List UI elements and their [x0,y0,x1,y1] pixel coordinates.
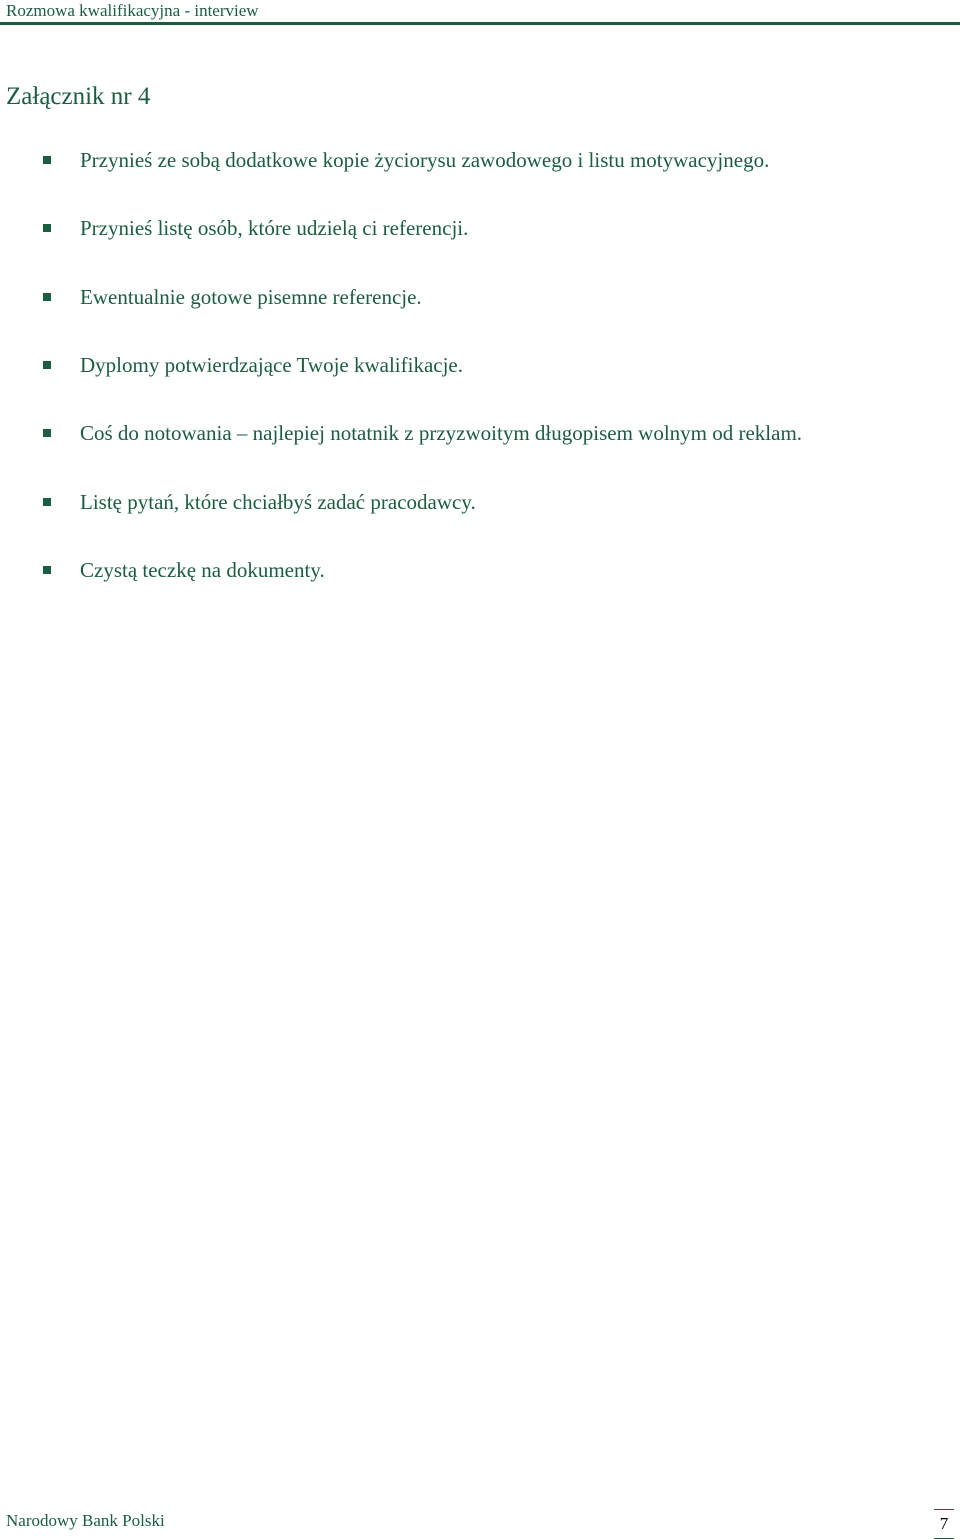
list-item [0,147,960,175]
list-item [0,215,960,243]
list-item-text: Coś do notowania – najlepiej notatnik z przyzwoitym długopisem wolnym od reklam. [80,421,803,445]
footer-brand: Narodowy Bank Polski [6,1511,165,1530]
square-bullet-icon [43,566,51,574]
list-item [0,557,960,585]
list-item [0,352,960,380]
square-bullet-icon [43,293,51,301]
list-item [0,489,960,517]
list-item-text: Przynieś ze sobą dodatkowe kopie życiorysu zawodowego i listu motywacyjnego. [80,148,770,172]
square-bullet-icon [43,498,51,506]
page-number: 7 [934,1509,954,1539]
page-footer [0,1505,960,1539]
page-title: Załącznik nr 4 [6,83,151,110]
running-header-title: Rozmowa kwalifikacyjna - interview [6,1,259,20]
list-item-text: Dyplomy potwierdzające Twoje kwalifikacje. [80,353,464,377]
square-bullet-icon [43,156,51,164]
list-item [0,420,960,448]
square-bullet-icon [43,429,51,437]
list-item-text: Ewentualnie gotowe pisemne referencje. [80,285,422,309]
list-item-text: Listę pytań, które chciałbyś zadać pracodawcy. [80,490,476,514]
square-bullet-icon [43,224,51,232]
list-item [0,284,960,312]
square-bullet-icon [43,361,51,369]
page-header [0,0,960,25]
list-item-text: Przynieś listę osób, które udzielą ci referencji. [80,216,469,240]
list-item-text: Czystą teczkę na dokumenty. [80,558,325,582]
